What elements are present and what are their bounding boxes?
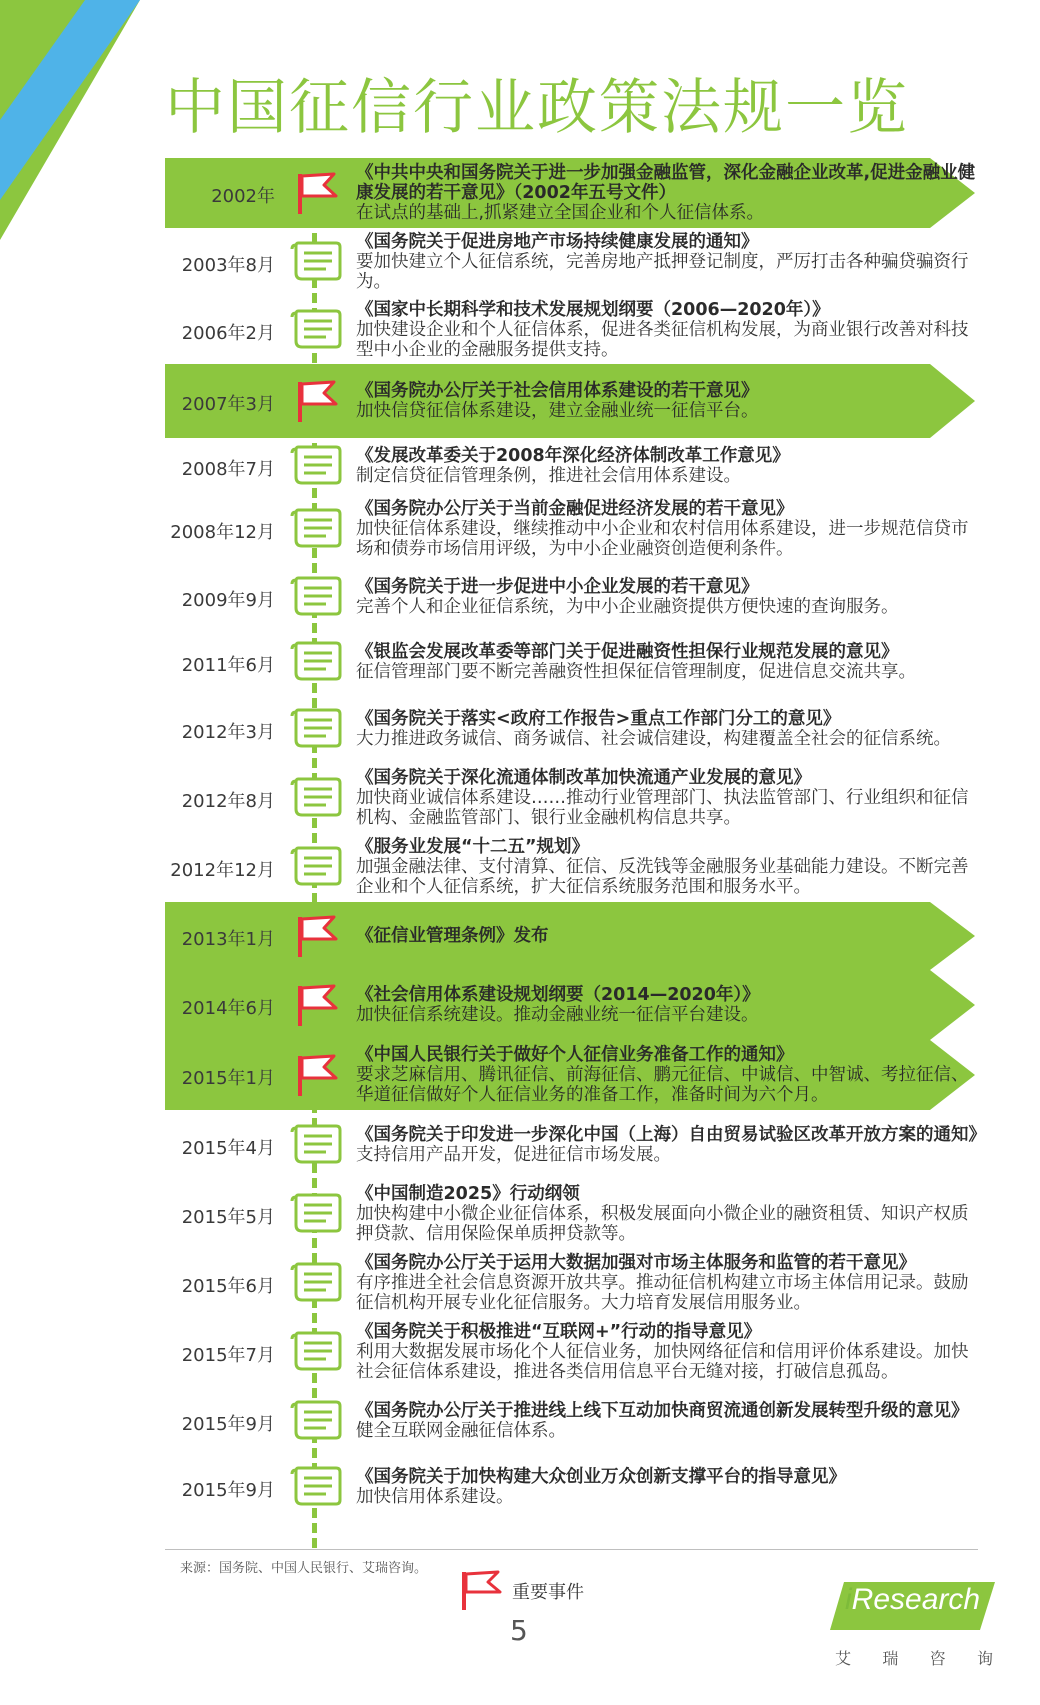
- entry-title: 《征信业管理条例》发布: [356, 926, 549, 946]
- entry-date: 2006年2月: [181, 323, 275, 344]
- entry-title: 《中共中央和国务院关于进一步加强金融监管，深化金融企业改革,促进金融业健康发展的若干意见》（2002年五号文件）: [356, 163, 976, 203]
- document-icon: [288, 1260, 342, 1306]
- timeline-entry: [0, 832, 1040, 902]
- page-title: 中国征信行业政策法规一览: [165, 73, 909, 143]
- flag-icon: [288, 913, 342, 959]
- entry-text: [356, 163, 981, 223]
- entry-date: 2015年7月: [181, 1345, 275, 1366]
- entry-title: 《银监会发展改革委等部门关于促进融资性担保行业规范发展的意见》: [356, 642, 899, 662]
- entry-date: 2015年9月: [181, 1480, 275, 1501]
- timeline-entry: [0, 564, 1040, 630]
- entry-description: 健全互联网金融征信体系。: [356, 1421, 566, 1441]
- logo-text: iResearch: [845, 1583, 981, 1616]
- entry-text: [356, 1401, 981, 1441]
- entry-text: [356, 381, 981, 421]
- entry-title: 《中国人民银行关于做好个人征信业务准备工作的通知》: [356, 1045, 794, 1065]
- entry-text: [356, 499, 981, 559]
- document-icon: [288, 639, 342, 685]
- entry-text: [356, 709, 981, 749]
- entry-date: 2012年3月: [181, 722, 275, 743]
- entry-title: 《国务院关于加快构建大众创业万众创新支撑平台的指导意见》: [356, 1467, 846, 1487]
- document-icon: [288, 706, 342, 752]
- entry-description: 利用大数据发展市场化个人征信业务，加快网络征信和信用评价体系建设。加快社会征信体系建设，推进各类信用信息平台无缝对接，打破信息孤岛。: [356, 1342, 969, 1382]
- entry-description: 有序推进全社会信息资源开放共享。推动征信机构建立市场主体信用记录。鼓励征信机构开展专业化征信服务。大力培育发展信用服务业。: [356, 1273, 969, 1313]
- timeline-entry: [0, 1248, 1040, 1318]
- timeline-entry: [0, 228, 1040, 296]
- entry-text: [356, 1184, 981, 1244]
- entry-title: 《国家中长期科学和技术发展规划纲要（2006—2020年）》: [356, 300, 830, 320]
- entry-text: [356, 985, 981, 1025]
- entry-description: 加快建设企业和个人征信体系，促进各类征信机构发展，为商业银行改善对科技型中小企业的金融服务提供支持。: [356, 320, 969, 360]
- legend-label: 重要事件: [512, 1582, 584, 1603]
- timeline-entry: [0, 1040, 1040, 1110]
- flag-icon: [288, 982, 342, 1028]
- entry-date: 2012年8月: [181, 791, 275, 812]
- timeline-entry: [0, 1456, 1040, 1518]
- timeline-entry: [0, 158, 1040, 228]
- entry-description: 要求芝麻信用、腾讯征信、前海征信、鹏元征信、中诚信、中智诚、考拉征信、华道征信做好个人征信业务的准备工作，准备时间为六个月。: [356, 1065, 969, 1105]
- entry-date: 2015年9月: [181, 1414, 275, 1435]
- entry-description: 加强金融法律、支付清算、征信、反洗钱等金融服务业基础能力建设。不断完善企业和个人征信系统，扩大征信系统服务范围和服务水平。: [356, 857, 969, 897]
- document-icon: [288, 775, 342, 821]
- document-icon: [288, 844, 342, 890]
- entry-description: 支持信用产品开发，促进征信市场发展。: [356, 1145, 671, 1165]
- entry-title: 《社会信用体系建设规划纲要（2014—2020年）》: [356, 985, 760, 1005]
- entry-description: 要加快建立个人征信系统，完善房地产抵押登记制度，严厉打击各种骗贷骗资行为。: [356, 252, 969, 292]
- timeline-entry: [0, 970, 1040, 1040]
- entry-date: 2008年7月: [181, 459, 275, 480]
- entry-date: 2015年6月: [181, 1276, 275, 1297]
- entry-title: 《国务院办公厅关于推进线上线下互动加快商贸流通创新发展转型升级的意见》: [356, 1401, 969, 1421]
- timeline-entry: [0, 296, 1040, 364]
- entry-date: 2015年5月: [181, 1207, 275, 1228]
- entry-text: [356, 1322, 981, 1382]
- entry-description: 完善个人和企业征信系统，为中小企业融资提供方便快速的查询服务。: [356, 597, 899, 617]
- entry-date: 2008年12月: [170, 522, 275, 543]
- entry-text: [356, 300, 981, 360]
- entry-description: 制定信贷征信管理条例，推进社会信用体系建设。: [356, 466, 741, 486]
- flag-icon: [288, 1052, 342, 1098]
- flag-icon: [288, 170, 342, 216]
- entry-text: [356, 577, 981, 617]
- document-icon: [288, 239, 342, 285]
- entry-date: 2014年6月: [181, 998, 275, 1019]
- page-number: 5: [510, 1614, 528, 1647]
- entry-text: [356, 232, 981, 292]
- entry-text: [356, 446, 981, 486]
- entry-date: 2003年8月: [181, 255, 275, 276]
- entry-text: [356, 926, 981, 946]
- entry-date: 2007年3月: [181, 394, 275, 415]
- entry-date: 2013年1月: [181, 929, 275, 950]
- entry-description: 在试点的基础上,抓紧建立全国企业和个人征信体系。: [356, 203, 765, 223]
- timeline-entry: [0, 1180, 1040, 1248]
- entry-title: 《服务业发展“十二五”规划》: [356, 837, 590, 857]
- timeline-entry: [0, 694, 1040, 764]
- entry-text: [356, 837, 981, 897]
- timeline-entry: [0, 902, 1040, 970]
- entry-title: 《国务院关于深化流通体制改革加快流通产业发展的意见》: [356, 768, 811, 788]
- entry-date: 2015年1月: [181, 1068, 275, 1089]
- timeline-entry: [0, 364, 1040, 438]
- entry-title: 《国务院关于印发进一步深化中国（上海）自由贸易试验区改革开放方案的通知》: [356, 1125, 986, 1145]
- source-note: 来源：国务院、中国人民银行、艾瑞咨询。: [180, 1561, 428, 1576]
- entry-title: 《国务院关于落实<政府工作报告>重点工作部门分工的意见》: [356, 709, 841, 729]
- document-icon: [288, 1191, 342, 1237]
- document-icon: [288, 506, 342, 552]
- footer-divider: [165, 1549, 978, 1550]
- document-icon: [288, 574, 342, 620]
- timeline-entry: [0, 1110, 1040, 1180]
- entry-title: 《中国制造2025》行动纲领: [356, 1184, 580, 1204]
- entry-text: [356, 1125, 986, 1165]
- entry-date: 2002年: [211, 186, 275, 207]
- timeline-entry: [0, 494, 1040, 564]
- document-icon: [288, 443, 342, 489]
- entry-description: 加快商业诚信体系建设……推动行业管理部门、执法监管部门、行业组织和征信机构、金融监管部门、银行业金融机构信息共享。: [356, 788, 969, 828]
- entry-description: 加快信贷征信体系建设，建立金融业统一征信平台。: [356, 401, 759, 421]
- entry-text: [356, 768, 981, 828]
- timeline-entry: [0, 438, 1040, 494]
- flag-icon: [458, 1568, 506, 1612]
- entry-description: 加快征信系统建设。推动金融业统一征信平台建设。: [356, 1005, 759, 1025]
- entry-text: [356, 1467, 981, 1507]
- entry-title: 《国务院关于促进房地产市场持续健康发展的通知》: [356, 232, 759, 252]
- entry-date: 2011年6月: [181, 655, 275, 676]
- document-icon: [288, 1329, 342, 1375]
- entry-date: 2015年4月: [181, 1138, 275, 1159]
- entry-description: 大力推进政务诚信、商务诚信、社会诚信建设，构建覆盖全社会的征信系统。: [356, 729, 951, 749]
- entry-title: 《国务院关于积极推进“互联网+”行动的指导意见》: [356, 1322, 762, 1342]
- entry-title: 《国务院办公厅关于社会信用体系建设的若干意见》: [356, 381, 759, 401]
- entry-description: 加快征信体系建设，继续推动中小企业和农村信用体系建设，进一步规范信贷市场和债券市场信用评级，为中小企业融资创造便利条件。: [356, 519, 969, 559]
- entry-title: 《国务院关于进一步促进中小企业发展的若干意见》: [356, 577, 759, 597]
- entry-title: 《国务院办公厅关于当前金融促进经济发展的若干意见》: [356, 499, 794, 519]
- entry-description: 征信管理部门要不断完善融资性担保征信管理制度，促进信息交流共享。: [356, 662, 916, 682]
- entry-title: 《国务院办公厅关于运用大数据加强对市场主体服务和监管的若干意见》: [356, 1253, 916, 1273]
- entry-description: 加快构建中小微企业征信体系，积极发展面向小微企业的融资租赁、知识产权质押贷款、信用保险保单质押贷款等。: [356, 1204, 969, 1244]
- timeline-entry: [0, 1386, 1040, 1456]
- entry-description: 加快信用体系建设。: [356, 1487, 514, 1507]
- entry-text: [356, 1253, 981, 1313]
- entry-text: [356, 1045, 981, 1105]
- logo-subtitle: 艾 瑞 咨 询: [835, 1649, 993, 1668]
- entry-date: 2009年9月: [181, 590, 275, 611]
- timeline-entry: [0, 764, 1040, 832]
- document-icon: [288, 1398, 342, 1444]
- timeline-entry: [0, 630, 1040, 694]
- entry-text: [356, 642, 981, 682]
- document-icon: [288, 1122, 342, 1168]
- entry-date: 2012年12月: [170, 860, 275, 881]
- document-icon: [288, 1464, 342, 1510]
- entry-title: 《发展改革委关于2008年深化经济体制改革工作意见》: [356, 446, 790, 466]
- document-icon: [288, 307, 342, 353]
- timeline-entry: [0, 1318, 1040, 1386]
- flag-icon: [288, 378, 342, 424]
